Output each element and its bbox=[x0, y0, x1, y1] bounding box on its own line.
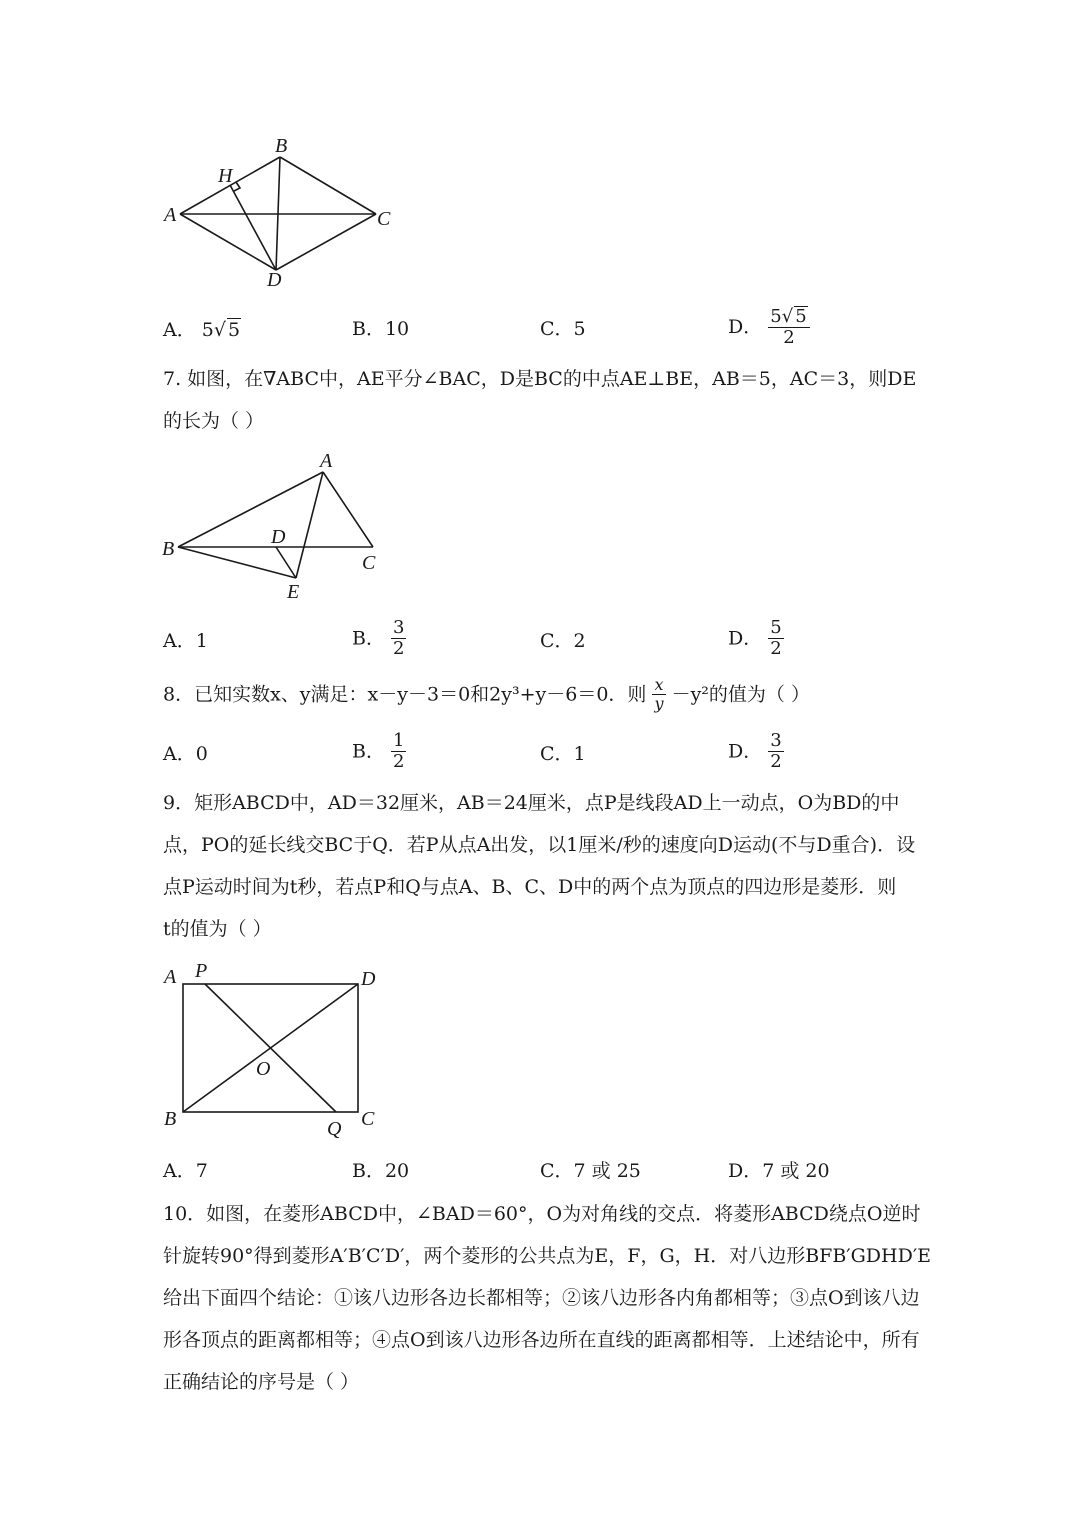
q6-option-d-num-radicand: 5 bbox=[795, 306, 807, 327]
q7-label-B: B bbox=[162, 538, 175, 560]
q10-question-line4: 形各顶点的距离都相等；④点O到该八边形各边所在直线的距离都相等．上述结论中，所有 bbox=[163, 1329, 920, 1351]
q6-option-d-fraction: $\frac{5√ 5}{2}$ bbox=[768, 306, 809, 348]
q7-option-b-letter: B． bbox=[352, 627, 385, 650]
q9-option-d-letter: D． bbox=[728, 1160, 763, 1182]
q8-question-pre: 8．已知实数x、y满足：x－y－3＝0和2y³+y－6＝0．则 bbox=[163, 683, 647, 706]
q7-option-d-numerator: 5 bbox=[770, 617, 782, 638]
q8-option-d-numerator: 3 bbox=[770, 730, 782, 751]
q9-option-c bbox=[540, 1160, 641, 1182]
q7-label-A: A bbox=[320, 450, 333, 472]
q9-label-Q: Q bbox=[327, 1118, 342, 1140]
q9-label-D: D bbox=[361, 968, 376, 990]
q9-label-A: A bbox=[164, 966, 177, 988]
q7-option-b-fraction bbox=[391, 618, 406, 659]
q7-option-d-fraction bbox=[768, 618, 783, 659]
q6-option-d-letter: D． bbox=[728, 316, 763, 338]
q6-option-d-denominator: 2 bbox=[783, 327, 795, 348]
q7-option-b bbox=[352, 618, 406, 659]
q6-option-d bbox=[728, 306, 810, 348]
q7-label-D: D bbox=[271, 526, 286, 548]
q9-label-O: O bbox=[256, 1058, 271, 1080]
q6-option-b-value: 10 bbox=[384, 318, 410, 340]
q9-option-d bbox=[728, 1160, 830, 1182]
q7-option-c-letter: C． bbox=[540, 630, 574, 652]
q9-option-c-letter: C． bbox=[540, 1160, 574, 1182]
q6-option-c-value: 5 bbox=[573, 318, 586, 340]
q6-option-d-num-coef: 5 bbox=[770, 306, 782, 327]
q8-option-d-letter: D． bbox=[728, 740, 763, 763]
q8-question-fraction bbox=[652, 676, 665, 713]
q9-option-c-value: 7 或 25 bbox=[573, 1160, 641, 1182]
q6-option-a-coef: 5 bbox=[201, 319, 214, 341]
q7-question-line2: 的长为（ ） bbox=[163, 410, 265, 432]
q8-option-b-numerator: 1 bbox=[393, 730, 405, 751]
q7-option-a bbox=[163, 630, 208, 652]
q10-question-line5: 正确结论的序号是（ ） bbox=[163, 1371, 360, 1393]
q7-label-C: C bbox=[362, 552, 376, 574]
q9-option-a bbox=[163, 1160, 208, 1182]
q6-option-b-letter: B． bbox=[352, 318, 385, 340]
q8-option-d-denominator: 2 bbox=[770, 751, 782, 772]
q10-question-line2: 针旋转90°得到菱形A′B′C′D′，两个菱形的公共点为E，F，G，H．对八边形BFB′GDHD′E bbox=[163, 1245, 932, 1267]
q9-option-b-letter: B． bbox=[352, 1160, 385, 1182]
q9-option-b bbox=[352, 1160, 409, 1182]
q7-option-d-letter: D． bbox=[728, 627, 763, 650]
q6-option-c bbox=[540, 318, 586, 340]
q10-question-line1: 10．如图，在菱形ABCD中，∠BAD＝60°，O为对角线的交点．将菱形ABCD绕点O逆时 bbox=[163, 1203, 921, 1225]
q8-option-b-letter: B． bbox=[352, 740, 385, 763]
q7-option-a-letter: A． bbox=[163, 630, 196, 652]
q8-fraction-numerator: x bbox=[654, 675, 664, 694]
q7-option-d-denominator: 2 bbox=[770, 638, 782, 659]
q6-label-C: C bbox=[377, 208, 391, 230]
q9-question-line3: 点P运动时间为t秒，若点P和Q与点A、B、C、D中的两个点为顶点的四边形是菱形．则 bbox=[163, 876, 897, 898]
q8-option-c bbox=[540, 743, 586, 765]
q7-option-a-value: 1 bbox=[195, 630, 208, 652]
q9-label-C: C bbox=[361, 1108, 375, 1130]
q8-question bbox=[163, 676, 810, 713]
q6-option-a-letter: A． bbox=[163, 319, 196, 341]
q9-option-b-value: 20 bbox=[384, 1160, 410, 1182]
q9-question-line2: 点，PO的延长线交BC于Q．若P从点A出发，以1厘米/秒的速度向D运动(不与D重合)．设 bbox=[163, 834, 916, 856]
q6-option-a: A． 5√ 5 bbox=[163, 319, 241, 341]
q10-question-line3: 给出下面四个结论：①该八边形各边长都相等；②该八边形各内角都相等；③点O到该八边 bbox=[163, 1287, 920, 1309]
q9-option-a-letter: A． bbox=[163, 1160, 196, 1182]
q8-option-b-fraction bbox=[391, 731, 406, 772]
q7-option-c-value: 2 bbox=[573, 630, 586, 652]
q9-label-B: B bbox=[164, 1108, 177, 1130]
q7-triangle-figure bbox=[150, 445, 400, 605]
q8-question-post: －y²的值为（ ） bbox=[671, 683, 810, 706]
q9-question-line1: 9．矩形ABCD中，AD＝32厘米，AB＝24厘米，点P是线段AD上一动点，O为BD的中 bbox=[163, 792, 900, 814]
q8-option-a-letter: A． bbox=[163, 743, 196, 765]
q6-option-c-letter: C． bbox=[540, 318, 574, 340]
q7-option-b-denominator: 2 bbox=[393, 638, 405, 659]
q6-label-A: A bbox=[164, 204, 177, 226]
q9-question-line4: t的值为（ ） bbox=[163, 918, 272, 940]
q8-option-a-value: 0 bbox=[195, 743, 208, 765]
q6-option-b bbox=[352, 318, 409, 340]
q8-option-c-letter: C． bbox=[540, 743, 574, 765]
q6-option-a-radicand: 5 bbox=[227, 319, 241, 341]
q9-label-P: P bbox=[195, 960, 208, 982]
q8-option-b bbox=[352, 731, 406, 772]
q9-option-a-value: 7 bbox=[195, 1160, 208, 1182]
q6-label-D: D bbox=[267, 269, 282, 291]
q6-rhombus-figure bbox=[150, 130, 410, 295]
q9-option-d-value: 7 或 20 bbox=[762, 1160, 830, 1182]
q8-option-d-fraction bbox=[768, 731, 783, 772]
q8-option-d bbox=[728, 731, 784, 772]
q8-option-a bbox=[163, 743, 208, 765]
q8-option-c-value: 1 bbox=[573, 743, 586, 765]
q6-label-B: B bbox=[275, 135, 288, 157]
q6-label-H: H bbox=[218, 165, 233, 187]
q7-option-b-numerator: 3 bbox=[393, 617, 405, 638]
q7-option-c bbox=[540, 630, 586, 652]
q8-fraction-denominator: y bbox=[654, 694, 664, 713]
q7-option-d bbox=[728, 618, 784, 659]
q7-question-line1: 7. 如图，在∇ABC中，AE平分∠BAC，D是BC的中点AE⊥BE，AB＝5，AC＝3，则DE bbox=[163, 368, 917, 390]
q8-option-b-denominator: 2 bbox=[393, 751, 405, 772]
q9-rectangle-figure bbox=[150, 955, 390, 1145]
q7-label-E: E bbox=[287, 581, 300, 603]
